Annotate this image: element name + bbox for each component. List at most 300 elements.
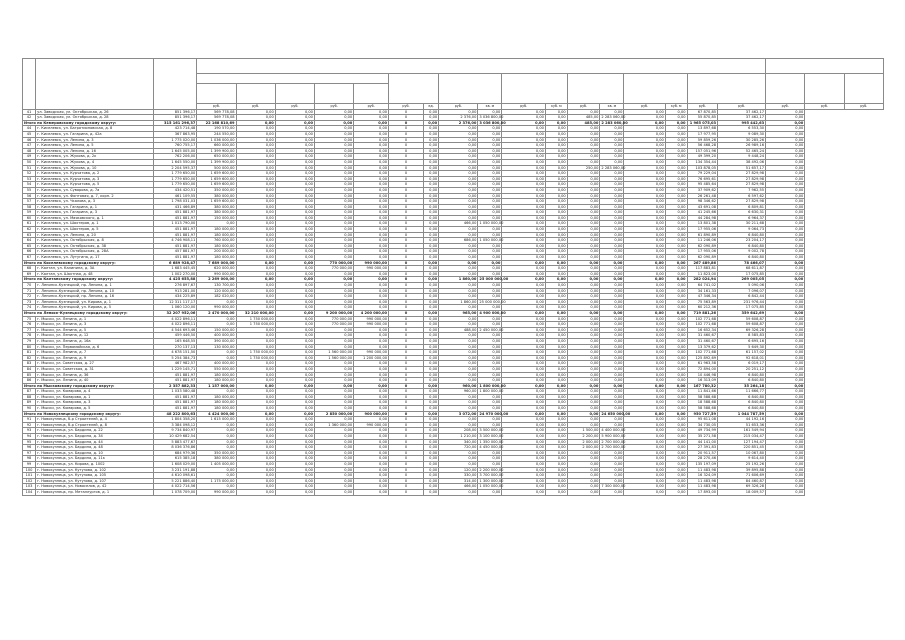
cell-value: 165 648,55 — [153, 338, 197, 344]
cell-value: 0 — [389, 182, 424, 188]
cell-value: 6 019,17 — [718, 361, 766, 367]
cell-value: 0,00 — [275, 322, 314, 328]
cell-value: 0,00 — [314, 249, 353, 255]
row-address: г. Новокузнецк, ул. Бардина, д. 11к — [36, 456, 154, 462]
cell-value: 0,00 — [236, 271, 275, 277]
cell-value: 0,00 — [354, 131, 389, 137]
cell-value: 0,00 — [478, 137, 502, 143]
row-number: 89 — [23, 400, 36, 406]
cell-value: 0,00 — [314, 378, 353, 384]
cell-value: 1 500,00 — [567, 428, 600, 434]
cell-value: 0,00 — [600, 260, 624, 266]
cell-value: 0 — [389, 283, 424, 289]
cell-value: 0,00 — [236, 378, 275, 384]
cell-value: 0,00 — [478, 283, 502, 289]
cell-value: 0,00 — [236, 422, 275, 428]
cell-value: 0,00 — [766, 288, 805, 294]
row-number: 82 — [23, 355, 36, 361]
cell-value: 0,00 — [354, 204, 389, 210]
cell-value: 0,00 — [275, 383, 314, 389]
row-address: г. Новокузнецк, ул. Бардина, д. 34 — [36, 434, 154, 440]
row-address: г. Киселевск, ул. Суворова, д. 7а — [36, 187, 154, 193]
cell-value: 0 — [389, 294, 424, 300]
cell-value: 59 859,26 — [687, 137, 718, 143]
cell-value: 0,00 — [502, 456, 546, 462]
cell-value: 0,00 — [275, 411, 314, 417]
cell-value: 0,00 — [478, 243, 502, 249]
cell-value: 0,00 — [624, 355, 665, 361]
cell-value: 0,00 — [665, 115, 687, 121]
cell-value: 0 — [389, 383, 424, 389]
cell-value: 0,00 — [766, 137, 805, 143]
cell-value: 0,00 — [545, 182, 567, 188]
unit-label: руб. — [805, 104, 844, 110]
cell-value: 0,00 — [423, 316, 438, 322]
row-number: 66 — [23, 249, 36, 255]
cell-value: 0,00 — [600, 171, 624, 177]
cell-value: 0,00 — [423, 450, 438, 456]
cell-value: 0 — [389, 428, 424, 434]
cell-value: 0,00 — [275, 305, 314, 311]
cell-value: 0,00 — [478, 255, 502, 261]
cell-value: 0,00 — [275, 462, 314, 468]
cell-value: 0,00 — [423, 445, 438, 451]
cell-value: 0,00 — [567, 355, 600, 361]
cell-value: 0,00 — [624, 361, 665, 367]
cell-value: 1 050 000,00 — [479, 221, 504, 226]
cell-value: 0,00 — [545, 439, 567, 445]
cell-value: 0,00 — [439, 193, 478, 199]
cell-value: 0,00 — [545, 445, 567, 451]
cell-value: 0,00 — [545, 115, 567, 121]
cell-value: 913 281,00 — [153, 288, 197, 294]
cell-value: 0,00 — [600, 148, 624, 154]
cell-value: 49 399,20 — [687, 154, 718, 160]
cell-value: 550 000,00 — [197, 366, 236, 372]
cell-value: 0,00 — [567, 143, 600, 149]
cell-value: 34 161,33 — [687, 288, 718, 294]
cell-value: 10 067,80 — [718, 450, 766, 456]
cell-value: 4 544 693,46 — [153, 327, 197, 333]
cell-value: 0,00 — [314, 238, 353, 244]
cell-value: 2 470 000,00 — [197, 310, 236, 316]
cell-value: 61 963,58 — [687, 361, 718, 367]
cell-value: 0,00 — [665, 456, 687, 462]
cell-value: 0,00 — [275, 478, 314, 484]
cell-value: 0,00 — [478, 187, 502, 193]
row-address: г. Киселевск, ул. Ленина, д. 20 — [36, 232, 154, 238]
cell-value: 0,00 — [275, 434, 314, 440]
cell-value: 0,00 — [314, 165, 353, 171]
cell-value: 0,00 — [275, 115, 314, 121]
cell-value: 0,00 — [624, 221, 665, 227]
cell-value: 0,00 — [439, 456, 478, 462]
cell-value: 4 900 000,00 — [479, 310, 506, 315]
cell-value: 28 270,46 — [687, 456, 718, 462]
row-number: 85 — [23, 372, 36, 378]
cell-value: 0,00 — [502, 434, 546, 440]
cell-value: 0 — [389, 171, 424, 177]
cell-value: 762 206,00 — [153, 154, 197, 160]
cell-value: 0,00 — [766, 299, 805, 305]
cell-value: 0,00 — [236, 434, 275, 440]
cell-value: 0,00 — [236, 115, 275, 121]
cell-value: 0 — [389, 372, 424, 378]
cell-value: 990 000,00 — [354, 422, 389, 428]
cell-value: 0,00 — [665, 467, 687, 473]
cell-value: 0,00 — [236, 159, 275, 165]
cell-value: 0,00 — [275, 221, 314, 227]
cell-value: 0,00 — [439, 204, 478, 210]
cell-value: 68 611,87 — [718, 266, 766, 272]
row-number: 50 — [23, 159, 36, 165]
cell-value: 0,00 — [314, 187, 353, 193]
cell-value: 0,00 — [236, 165, 275, 171]
cell-value: 0,00 — [236, 232, 275, 238]
cell-value: 0,00 — [314, 215, 353, 221]
cell-value: 2 204 595,37 — [153, 165, 197, 171]
cell-value: 59 608,87 — [718, 316, 766, 322]
cell-value: 0,00 — [624, 199, 665, 205]
row-address: г. Киселевск, ул. Шахтеров, д. 1 — [36, 221, 154, 227]
cell-value: 0,00 — [275, 171, 314, 177]
cell-value: 92 618,01 — [718, 355, 766, 361]
cell-value: 6 840,80 — [718, 372, 766, 378]
cell-value: 1 750 000,00 — [236, 355, 275, 361]
cell-value: 0,00 — [567, 299, 600, 305]
cell-value: 0,00 — [478, 394, 502, 400]
cell-value: 0,00 — [236, 389, 275, 395]
cell-value: 0,00 — [314, 294, 353, 300]
col-basement — [502, 74, 567, 104]
cell-value: 0,00 — [423, 210, 438, 216]
cell-value: 0,00 — [314, 143, 353, 149]
cell-value: 0 — [389, 266, 424, 272]
cell-value: 41 245,66 — [687, 210, 718, 216]
cell-value: 0,00 — [766, 478, 805, 484]
cell-value: 120 000,00 — [197, 288, 236, 294]
cell-value: 0,00 — [766, 316, 805, 322]
cell-value: 0,00 — [354, 232, 389, 238]
cell-value: 0,00 — [478, 227, 502, 233]
cell-value: 37 462,17 — [718, 109, 766, 115]
cell-value: 0,00 — [478, 215, 502, 221]
col-electric — [197, 84, 236, 104]
cell-value: 0,00 — [567, 137, 600, 143]
cell-value: 26 989,16 — [718, 143, 766, 149]
cell-value: 0,00 — [354, 333, 389, 339]
cell-value: 0,00 — [314, 182, 353, 188]
cell-value: 0,00 — [545, 473, 567, 479]
cell-value: 0,00 — [665, 294, 687, 300]
cell-value: 10 429 682,54 — [153, 434, 197, 440]
cell-value: 4 425 655,88 — [153, 277, 197, 283]
cell-value: 1 036 000,00 — [197, 137, 236, 143]
cell-value: 0 — [389, 462, 424, 468]
cell-value: 0,00 — [665, 126, 687, 132]
cell-value: 0,00 — [236, 383, 275, 389]
cell-value: 0,00 — [665, 372, 687, 378]
cell-value: 0,00 — [545, 171, 567, 177]
cell-value: 0,00 — [354, 288, 389, 294]
cell-value: 0,00 — [423, 148, 438, 154]
cell-value: 0,00 — [567, 199, 600, 205]
cell-value: 0,00 — [423, 126, 438, 132]
cell-value: 127 194,47 — [718, 439, 766, 445]
cell-value: 0,00 — [600, 422, 624, 428]
cell-value: 0,00 — [502, 243, 546, 249]
cell-value: 0,00 — [236, 154, 275, 160]
cell-value: 6 840,80 — [718, 378, 766, 384]
row-address: г. Киселевск, ул. Лутугина, д. 17 — [36, 255, 154, 261]
cell-value: 0,00 — [665, 450, 687, 456]
cell-value: 0,00 — [478, 171, 502, 177]
cell-value: 0,00 — [275, 394, 314, 400]
cell-value: 0,00 — [502, 294, 546, 300]
cell-value: 0 — [389, 322, 424, 328]
cell-value: 282 024,94 — [687, 277, 718, 283]
table-body — [23, 109, 884, 495]
cell-value: 0,00 — [600, 232, 624, 238]
cell-value: 0,00 — [665, 305, 687, 311]
cell-value: 0,00 — [423, 176, 438, 182]
col-roof — [439, 74, 502, 104]
row-number: 63 — [23, 232, 36, 238]
cell-value: 0,00 — [275, 288, 314, 294]
cell-value: 1 300 000,00 — [479, 478, 504, 483]
cell-value: 0,00 — [545, 456, 567, 462]
cell-value: 380 000,00 — [197, 204, 236, 210]
cell-value: 0,00 — [275, 182, 314, 188]
row-number: 71 — [23, 288, 36, 294]
cell-value: 0,00 — [439, 143, 478, 149]
cell-value: 0,00 — [766, 450, 805, 456]
cell-value: 0,00 — [423, 394, 438, 400]
cell-value: 0,00 — [624, 277, 665, 283]
cell-value: 380 000,00 — [197, 193, 236, 199]
cell-value: 0,00 — [423, 283, 438, 289]
cell-value: 0,00 — [545, 394, 567, 400]
cell-value: 0,00 — [314, 131, 353, 137]
cell-value: 0,00 — [439, 489, 478, 495]
cell-value: 0,00 — [502, 288, 546, 294]
cell-value: 851 396,17 — [153, 115, 197, 121]
cell-value: 4 610 098,61 — [153, 473, 197, 479]
cell-value: 719 881,26 — [687, 310, 718, 316]
cell-value: 0,00 — [423, 378, 438, 384]
cell-value: 0,00 — [478, 182, 502, 188]
cell-value: 0,00 — [545, 417, 567, 423]
cell-value: 0,00 — [545, 260, 567, 266]
cell-value: 0,00 — [502, 406, 546, 412]
cell-value: 0,00 — [236, 131, 275, 137]
cell-value: 0,00 — [567, 462, 600, 468]
cell-value: 0,00 — [439, 232, 478, 238]
cell-value: 0,00 — [624, 109, 665, 115]
cell-value: 0,00 — [236, 176, 275, 182]
row-address: г. Киселевск, ул. Чкалова, д. 3 — [36, 199, 154, 205]
cell-value: 0,00 — [423, 131, 438, 137]
row-number: 65 — [23, 243, 36, 249]
cell-value: 0,00 — [423, 411, 438, 417]
cell-value: 269 005,05 — [718, 277, 766, 283]
cell-value: 1 750 000,00 — [236, 316, 275, 322]
cell-value: 27 829,98 — [718, 182, 766, 188]
total-label: Итого по Мысковскому городскому округу: — [23, 383, 154, 389]
cell-value: 5 649,30 — [718, 344, 766, 350]
cell-value: 0,00 — [624, 165, 665, 171]
cell-value: 0,00 — [624, 389, 665, 395]
cell-value: 1 779 650,00 — [153, 182, 197, 188]
cell-value: 0,00 — [354, 215, 389, 221]
cell-value: 0,00 — [665, 176, 687, 182]
cell-value: 770 000,00 — [314, 260, 353, 266]
cell-value: 0,00 — [665, 411, 687, 417]
cell-value: 0,00 — [766, 109, 805, 115]
cell-value: 0,00 — [502, 372, 546, 378]
cell-value: 0,00 — [624, 417, 665, 423]
unit-label: руб. — [236, 104, 275, 110]
cell-value: 208,00 — [439, 428, 478, 434]
cell-value: 0,00 — [314, 148, 353, 154]
cell-value: 0,00 — [567, 126, 600, 132]
cell-value: 0,00 — [439, 355, 478, 361]
cell-value: 0,00 — [197, 439, 236, 445]
cell-value: 0,00 — [502, 215, 546, 221]
cell-value: 11 483,98 — [687, 467, 718, 473]
cell-value: 0,00 — [567, 473, 600, 479]
cell-value: 0,00 — [624, 462, 665, 468]
cell-value: 0,00 — [275, 372, 314, 378]
cell-value: 0,00 — [275, 294, 314, 300]
cell-value: 0,00 — [314, 434, 353, 440]
cell-value: 0,00 — [439, 283, 478, 289]
cell-value: 0,00 — [354, 361, 389, 367]
cell-value: 0,00 — [236, 171, 275, 177]
row-address: г. Ленинск-Кузнецкий, пр. Ленина, д. 10 — [36, 288, 154, 294]
cell-value: 0,00 — [502, 204, 546, 210]
cell-value: 0,00 — [439, 255, 478, 261]
cell-value: 451 881,97 — [153, 394, 197, 400]
cell-value: 0,00 — [624, 159, 665, 165]
cell-value: 0,00 — [624, 316, 665, 322]
cell-value: 0,00 — [354, 389, 389, 395]
cell-value: 0,00 — [354, 148, 389, 154]
row-number: 104 — [23, 489, 36, 495]
cell-value: 0,00 — [567, 159, 600, 165]
cell-value: 38 492,06 — [718, 159, 766, 165]
cell-value: 0 — [389, 422, 424, 428]
cell-value: 500 000,00 — [197, 165, 236, 171]
cell-value: 0,00 — [314, 193, 353, 199]
cell-value: 0,00 — [314, 428, 353, 434]
cell-value: 3 500 000,00 — [479, 428, 504, 433]
cell-value: 0,00 — [314, 417, 353, 423]
cell-value: 0,00 — [545, 467, 567, 473]
cell-value: 0 — [389, 148, 424, 154]
cell-value: 0,00 — [766, 473, 805, 479]
cell-value: 0,00 — [275, 450, 314, 456]
cell-value: 0,00 — [600, 450, 624, 456]
cell-value: 569 778,08 — [197, 109, 236, 115]
cell-value: 0,00 — [439, 215, 478, 221]
cell-value: 451 881,97 — [153, 210, 197, 216]
cell-value: 2 269 000,00 — [197, 277, 236, 283]
cell-value: 0,00 — [236, 277, 275, 283]
cell-value: 0,00 — [502, 109, 546, 115]
cell-value: 0,00 — [275, 338, 314, 344]
cell-value: 0,00 — [275, 109, 314, 115]
row-address: г. Мыски, ул. Советская, д. 27 — [36, 361, 154, 367]
cell-value: 32 207 952,06 — [153, 310, 197, 316]
col-elevators — [389, 74, 439, 104]
row-number: 96 — [23, 445, 36, 451]
cell-value: 0,00 — [766, 249, 805, 255]
row-number: 80 — [23, 344, 36, 350]
row-number: 59 — [23, 210, 36, 216]
cell-value: 0,00 — [766, 171, 805, 177]
cell-value: 0,00 — [314, 277, 353, 283]
total-label: Итого по Лениск-Кузнецкому городскому округу: — [23, 310, 154, 316]
cell-value: 0,00 — [545, 288, 567, 294]
cell-value: 0,00 — [478, 148, 502, 154]
row-address: г. Киселевск, ул. Гагарина, д. 42а — [36, 131, 154, 137]
cell-value: 0,00 — [502, 383, 546, 389]
cell-value: 0,00 — [567, 109, 600, 115]
cell-value: 0,00 — [545, 327, 567, 333]
cell-value: 466,00 — [439, 484, 478, 490]
cell-value: 6 840,80 — [718, 243, 766, 249]
cell-value: 0,00 — [354, 283, 389, 289]
cell-value: 0,00 — [624, 372, 665, 378]
cell-value: 0,00 — [545, 294, 567, 300]
cell-value: 569 778,08 — [197, 115, 236, 121]
unit-label: руб. — [389, 104, 424, 110]
cell-value: 0,00 — [766, 120, 805, 126]
cell-value: 0,00 — [545, 338, 567, 344]
cell-value: 182 020,00 — [197, 294, 236, 300]
cell-value: 0,00 — [766, 489, 805, 495]
cell-value: 0,00 — [502, 450, 546, 456]
cell-value: 0,00 — [236, 193, 275, 199]
cell-value: 0,00 — [275, 277, 314, 283]
cell-value: 0,00 — [275, 355, 314, 361]
cell-value: 434 225,89 — [153, 294, 197, 300]
cell-value: 56 468,28 — [687, 143, 718, 149]
cell-value: 0,00 — [314, 450, 353, 456]
cell-value: 965,00 — [439, 310, 478, 316]
cell-value: 0,00 — [236, 428, 275, 434]
cell-value: 0,00 — [665, 221, 687, 227]
cell-value: 0,00 — [423, 277, 438, 283]
cell-value: 4 450 000,00 — [479, 445, 504, 450]
cell-value: 2 200 000,00 — [479, 467, 504, 472]
cell-value: 0,00 — [665, 277, 687, 283]
cell-value: 0,00 — [766, 434, 805, 440]
cell-value: 0,00 — [545, 221, 567, 227]
cell-value: 0,00 — [545, 316, 567, 322]
cell-value: 0,00 — [766, 361, 805, 367]
cell-value: 0 — [389, 238, 424, 244]
cell-value: 61 890,89 — [687, 232, 718, 238]
cell-value: 2 000,00 — [567, 445, 600, 451]
cell-value: 0,00 — [766, 199, 805, 205]
cell-value: 0,00 — [197, 355, 236, 361]
cell-value: 157 051,96 — [687, 148, 718, 154]
cell-value: 0,00 — [624, 215, 665, 221]
cell-value: 0,00 — [502, 316, 546, 322]
cell-value: 0,00 — [478, 322, 502, 328]
